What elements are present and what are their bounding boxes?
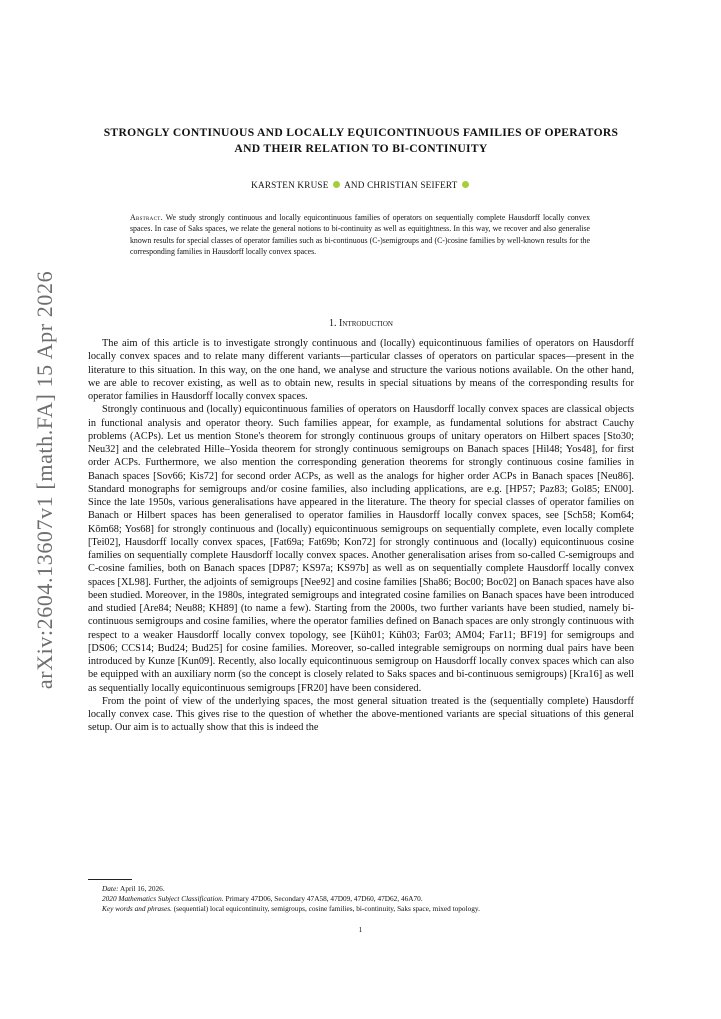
footnote-keywords-label: Key words and phrases. [102, 904, 172, 914]
paragraph: Strongly continuous and (locally) equicontinuous families of operators on Hausdorff locally convex spaces are classical objects in functional analysis and operator theory. Such families appear, for example, as fundamental solutions for abstract Cauchy problems (ACPs). Let us mention Stone's theorem for strongly continuous groups of unitary operators on Hilbert spaces [Sto30; Neu32] and the celebrated Hille–Yosida theorem for strongly continuous semigroups on Banach spaces [Hil48; Yos48], for first order ACPs. Furthermore, we also mention the corresponding generation theorems for strongly continuous cosine families in Banach spaces [Sov66; Kis72] for second order ACPs, as well as the analogs for higher order ACPs in Banach spaces [Neu86]. Standard monographs for semigroups and/or cosine families, also including applications, are e.g. [HP57; Paz83; Gol85; EN00]. Since the late 1950s, various generalisations have appeared in the literature. The theory for special classes of operator families on Banach or Hilbert spaces has been generalised to operator families in Hausdorff locally convex spaces, see [Sch58; Kom64; Kōm68; Yos68] for strongly continuous and (locally) equicontinuous semigroups on sequentially complete, even locally complete [Tei02], Hausdorff locally convex spaces, [Fat69a; Fat69b; Kon72] for strongly continuous and (locally) equicontinuous cosine families on sequentially complete Hausdorff locally convex spaces. Another generalisation arises from so-called C-semigroups and C-cosine families, both on Banach spaces [DP87; KS97a; KS97b] as well as on sequentially complete Hausdorff locally convex spaces [XL98]. Further, the adjoints of semigroups [Nee92] and cosine families [Sha86; Boc00; Boc02] on Banach spaces have also been studied. Moreover, in the 1980s, integrated semigroups and integrated cosine families on Banach spaces have been introduced and studied [Are84; Neu88; KH89] (to name a few). Starting from the 2000s, two further variants have been studied, namely bi-continuous semigroups and cosine families, where the operator families defined on Banach spaces are only strongly continuous with respect to a weaker Hausdorff locally convex topology, see [Küh01; Küh03; Far03; AM04; Far11; BF19] for semigroups and [DS06; CCS14; Bud24; Bud25] for cosine families. Moreover, so-called integrable semigroups on norming dual pairs have been introduced by Kunze [Kun09]. Recently, also locally equicontinuous semigroup on Hausdorff locally convex spaces which can also be equipped with an auxiliary norm (so the concept is closely related to Saks spaces and bi-continuous semigroups) [Kra16] as well as sequentially locally equicontinuous semigroups [FR20] have been considered. [88, 404, 634, 694]
author-connector: AND [344, 180, 365, 190]
abstract-label: Abstract. [130, 213, 163, 222]
orcid-icon[interactable] [333, 181, 340, 188]
page-number: 1 [358, 925, 363, 934]
footnote-rule [88, 879, 132, 880]
footnote-msc [88, 894, 634, 904]
section-heading [88, 318, 634, 329]
paper-title: STRONGLY CONTINUOUS AND LOCALLY EQUICONTINUOUS FAMILIES OF OPERATORS AND THEIR RELATION TO BI-CONTINUITY [103, 126, 619, 155]
footnote-date-value: April 16, 2026. [120, 884, 165, 893]
footnote-keywords-value: (sequential) local equicontinuity, semigroups, cosine families, bi-continuity, Saks space, mixed topology. [173, 904, 480, 914]
abstract-text: We study strongly continuous and locally equicontinuous families of operators on sequentially complete Hausdorff locally convex spaces. In case of Saks spaces, we relate the general notions to bi-continuity as well as equitightness. In this way, we recover and also generalise known results for special classes of operator families such as bi-continuous (C-)semigroups and (C-)cosine families by well-known results for the corresponding families in Hausdorff locally convex spaces. [130, 213, 590, 257]
body-text [88, 337, 634, 735]
author-line [95, 180, 627, 190]
footnote-msc-value: Primary 47D06, Secondary 47A58, 47D09, 47D60, 47D62, 46A70. [225, 894, 423, 904]
section-title: Introduction [339, 318, 393, 329]
footnote-keywords [88, 904, 634, 914]
section-number: 1. [329, 318, 337, 329]
author-karsten-kruse[interactable]: KARSTEN KRUSE [251, 180, 329, 190]
arxiv-identifier: arXiv:2604.13607v1 [math.FA] 15 Apr 2026 [32, 270, 57, 690]
abstract [130, 212, 590, 258]
orcid-icon[interactable] [462, 181, 469, 188]
paragraph: From the point of view of the underlying spaces, the most general situation treated is the (sequentially complete) Hausdorff locally convex case. This gives rise to the question of whether the above-mentioned variants are special situations of this general setup. Our aim is to actually show that this is indeed the [88, 695, 634, 734]
paragraph: The aim of this article is to investigate strongly continuous and (locally) equicontinuous families of operators on Hausdorff locally convex spaces and to relate many different variants—particular classes of operators on particular spaces—present in the literature to this situation. In this way, on the one hand, we analyse and structure the various notions available. On the other hand, we are able to recover existing, as well as to obtain new, results in special situations by means of the corresponding results for operator families in Hausdorff locally convex spaces. [88, 338, 634, 402]
footnotes [88, 884, 634, 915]
author-christian-seifert[interactable]: CHRISTIAN SEIFERT [367, 180, 458, 190]
footnote-msc-label: 2020 Mathematics Subject Classification. [102, 894, 224, 904]
footnote-date-label: Date: [102, 884, 119, 893]
footnote-date [88, 884, 634, 894]
